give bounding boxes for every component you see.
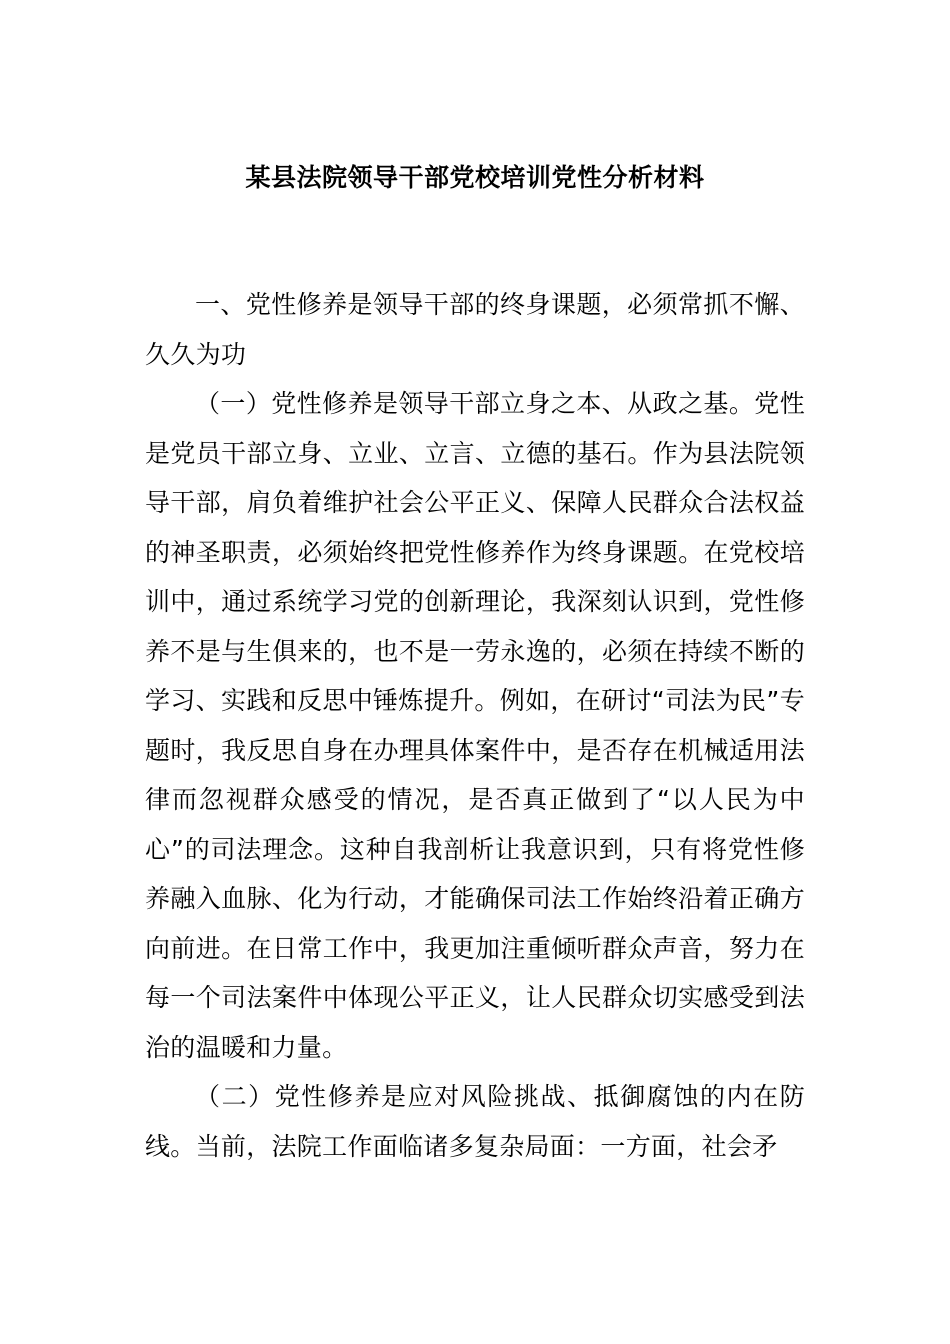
paragraph-2: （二）党性修养是应对风险挑战、抵御腐蚀的内在防线。当前，法院工作面临诸多复杂局面：一方面，社会矛 [145,1082,805,1161]
document-body [145,280,805,1171]
document-title: 某县法院领导干部党校培训党性分析材料 [245,163,705,192]
section-heading-1: 一、党性修养是领导干部的终身课题，必须常抓不懈、久久为功 [145,290,805,369]
paragraph-1: （一）党性修养是领导干部立身之本、从政之基。党性是党员干部立身、立业、立言、立德的基石。作为县法院领导干部，肩负着维护社会公平正义、保障人民群众合法权益的神圣职责，必须始终把党性修养作为终身课题。在党校培训中，通过系统学习党的创新理论，我深刻认识到，党性修养不是与生俱来的，也不是一劳永逸的，必须在持续不断的学习、实践和反思中锤炼提升。例如，在研讨“司法为民”专题时，我反思自身在办理具体案件中，是否存在机械适用法律而忽视群众感受的情况，是否真正做到了“以人民为中心”的司法理念。这种自我剖析让我意识到，只有将党性修养融入血脉、化为行动，才能确保司法工作始终沿着正确方向前进。在日常工作中，我更加注重倾听群众声音，努力在每一个司法案件中体现公平正义，让人民群众切实感受到法治的温暖和力量。 [145,389,805,1062]
